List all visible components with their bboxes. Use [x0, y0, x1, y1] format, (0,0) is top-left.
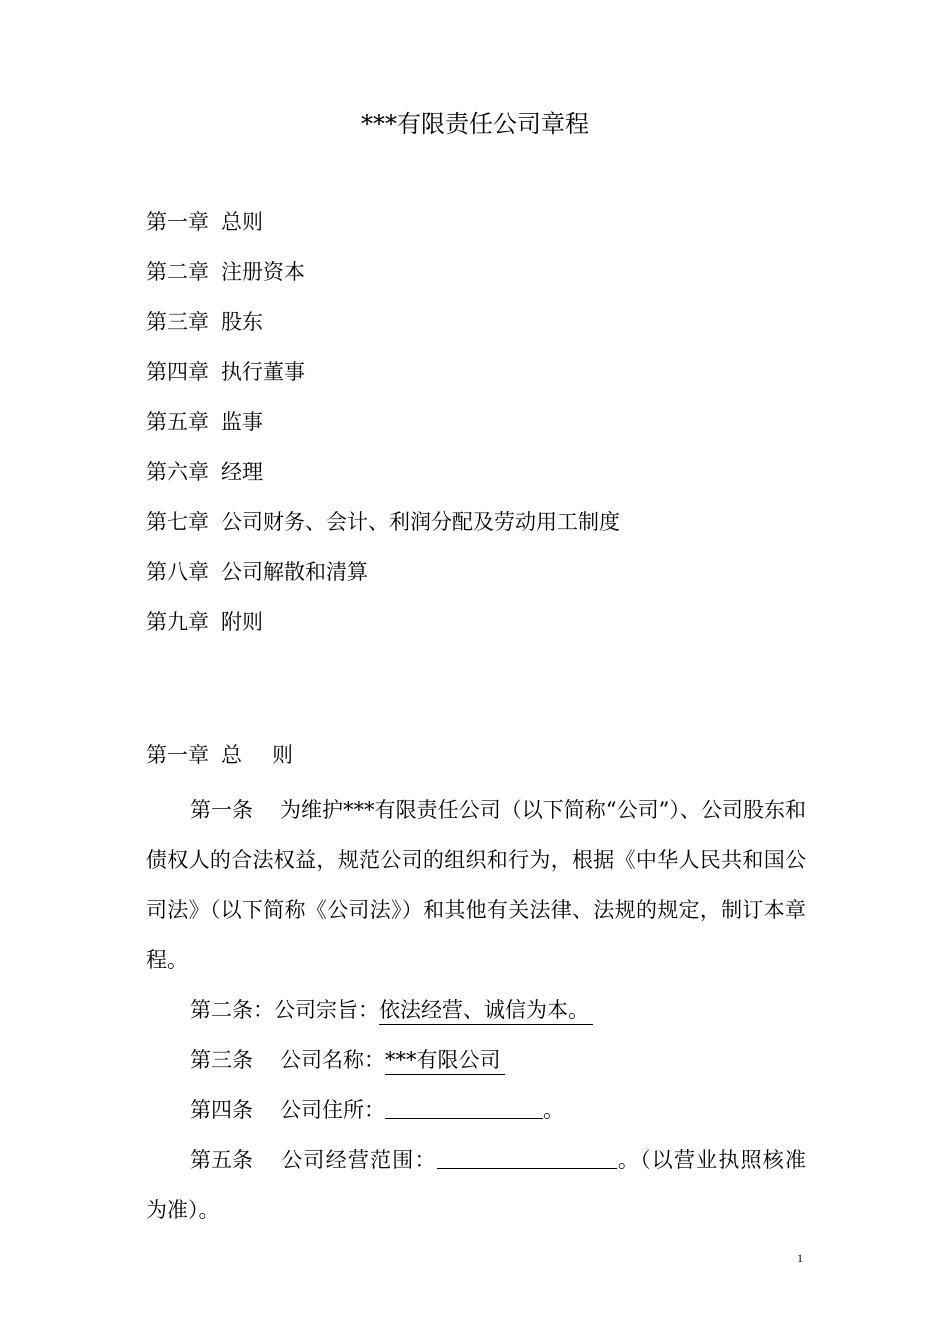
- toc-item: 第九章 附则: [146, 610, 263, 634]
- company-name-value: ***有限公司: [385, 1048, 505, 1075]
- table-of-contents: [146, 202, 620, 652]
- toc-item: 第二章 注册资本: [146, 260, 305, 284]
- article-3: 第三条 公司名称：***有限公司: [146, 1035, 806, 1085]
- toc-item: 第五章 监事: [146, 410, 263, 434]
- chapter-heading: 第一章 总 则: [146, 743, 293, 767]
- article-1: 第一条 为维护***有限责任公司（以下简称“公司”）、公司股东和债权人的合法权益，规范公司的组织和行为，根据《中华人民共和国公司法》（以下简称《公司法》）和其他有关法律、法规的规定，制订本章程。: [146, 798, 806, 972]
- toc-item: 第七章 公司财务、会计、利润分配及劳动用工制度: [146, 510, 620, 534]
- toc-item: 第三章 股东: [146, 310, 263, 334]
- toc-item: 第八章 公司解散和清算: [146, 560, 368, 584]
- article-5: 第五条 公司经营范围： 。（以营业执照核准为准）。: [146, 1148, 807, 1222]
- address-blank: [385, 1098, 543, 1119]
- page-number: 1: [797, 1251, 803, 1265]
- business-scope-blank: [437, 1148, 617, 1169]
- toc-item: 第六章 经理: [146, 460, 263, 484]
- purpose-value: 依法经营、诚信为本。: [379, 998, 593, 1025]
- article-4: 第四条 公司住所： 。: [190, 1098, 564, 1122]
- article-2: 第二条：公司宗旨：依法经营、诚信为本。: [146, 985, 806, 1035]
- document-body: [146, 735, 806, 1235]
- toc-item: 第四章 执行董事: [146, 360, 305, 384]
- toc-item: 第一章 总则: [146, 210, 263, 234]
- document-title: ***有限责任公司章程: [361, 110, 589, 138]
